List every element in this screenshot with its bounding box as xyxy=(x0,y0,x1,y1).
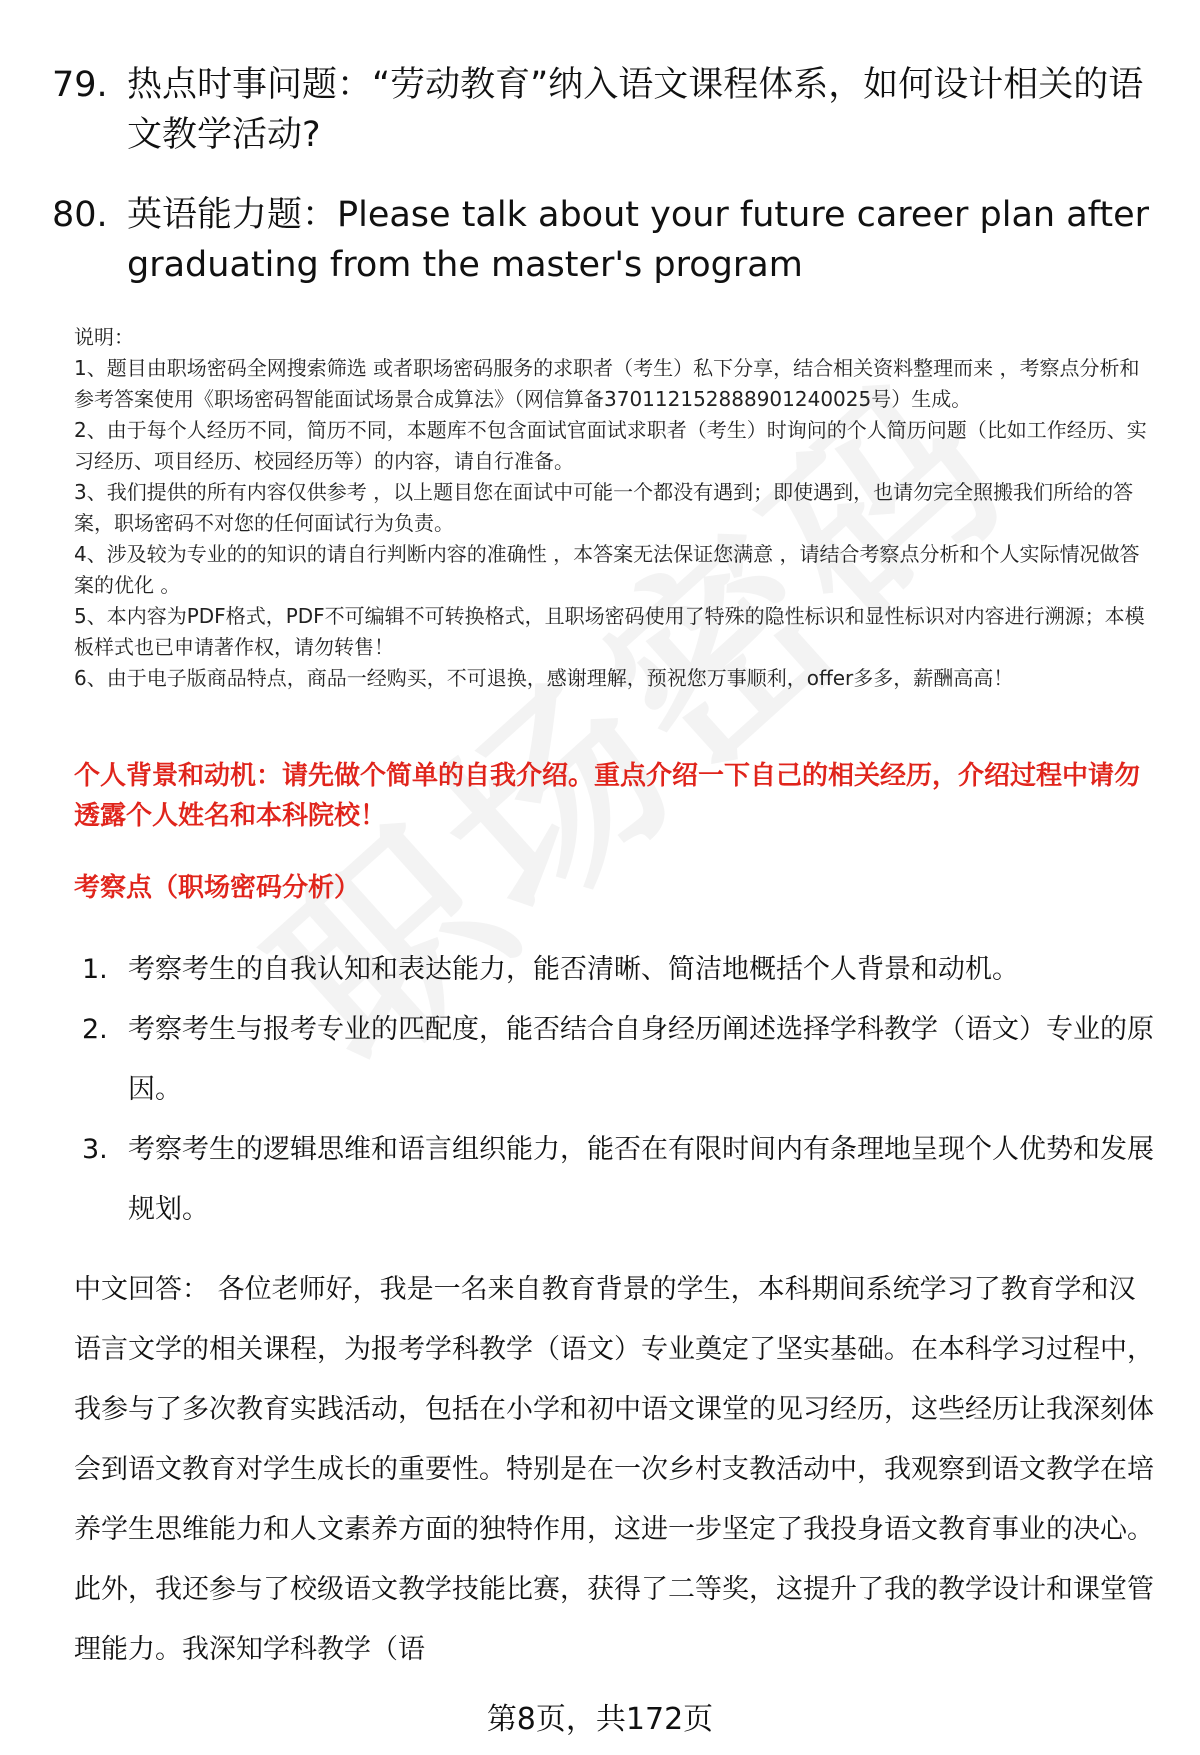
point-text: 考察考生与报考专业的匹配度，能否结合自身经历阐述选择学科教学（语文）专业的原因。 xyxy=(128,1014,1154,1105)
list-item xyxy=(82,940,1162,1000)
point-text: 考察考生的逻辑思维和语言组织能力，能否在有限时间内有条理地呈现个人优势和发展规划。 xyxy=(128,1134,1154,1225)
question-79 xyxy=(52,60,1152,160)
motivation-question: 个人背景和动机：请先做个简单的自我介绍。重点介绍一下自己的相关经历，介绍过程中请勿透露个人姓名和本科院校！ xyxy=(74,761,1141,831)
chinese-answer: 中文回答： 各位老师好，我是一名来自教育背景的学生，本科期间系统学习了教育学和汉语言文学的相关课程，为报考学科教学（语文）专业奠定了坚实基础。在本科学习过程中，我参与了多次教育实践活动，包括在小学和初中语文课堂的见习经历，这些经历让我深刻体会到语文教育对学生成长的重要性。特别是在一次乡村支教活动中，我观察到语文教学在培养学生思维能力和人文素养方面的独特作用，这进一步坚定了我投身语文教育事业的决心。此外，我还参与了校级语文教学技能比赛，获得了二等奖，这提升了我的教学设计和课堂管理能力。我深知学科教学（语 xyxy=(74,1274,1154,1665)
page-footer: 第8页，共172页 xyxy=(486,1702,714,1737)
point-number: 2. xyxy=(82,1014,108,1045)
question-80 xyxy=(52,190,1152,290)
note-item: 6、由于电子版商品特点，商品一经购买，不可退换，感谢理解，预祝您万事顺利，offer多多，薪酬高高！ xyxy=(74,666,1014,690)
question-text: 热点时事问题：“劳动教育”纳入语文课程体系，如何设计相关的语文教学活动? xyxy=(127,65,1144,155)
question-text: 英语能力题：Please talk about your future career plan after graduating from the master's program xyxy=(127,195,1150,285)
note-item: 3、我们提供的所有内容仅供参考 ，以上题目您在面试中可能一个都没有遇到；即使遇到，也请勿完全照搬我们所给的答案，职场密码不对您的任何面试行为负责。 xyxy=(74,480,1134,535)
analysis-points xyxy=(82,940,1162,1240)
note-item: 1、题目由职场密码全网搜索筛选 或者职场密码服务的求职者（考生）私下分享，结合相关资料整理而来 ，考察点分析和参考答案使用《职场密码智能面试场景合成算法》（网信算备370112152888901240025号）生成。 xyxy=(74,356,1140,411)
point-number: 3. xyxy=(82,1134,108,1165)
list-item xyxy=(82,1120,1162,1240)
point-text: 考察考生的自我认知和表达能力，能否清晰、简洁地概括个人背景和动机。 xyxy=(128,954,1019,985)
note-item: 2、由于每个人经历不同，简历不同，本题库不包含面试官面试求职者（考生）时询问的个人简历问题（比如工作经历、实习经历、项目经历、校园经历等）的内容，请自行准备。 xyxy=(74,418,1147,473)
question-number: 80. xyxy=(52,195,108,235)
point-number: 1. xyxy=(82,954,108,985)
list-item xyxy=(82,1000,1162,1120)
analysis-title: 考察点（职场密码分析） xyxy=(74,873,361,903)
notes-title: 说明： xyxy=(74,325,134,349)
notes-section xyxy=(74,322,1154,694)
note-item: 5、本内容为PDF格式，PDF不可编辑不可转换格式，且职场密码使用了特殊的隐性标识和显性标识对内容进行溯源；本模板样式也已申请著作权，请勿转售！ xyxy=(74,604,1145,659)
question-number: 79. xyxy=(52,65,108,105)
note-item: 4、涉及较为专业的的知识的请自行判断内容的准确性 ，本答案无法保证您满意 ，请结合考察点分析和个人实际情况做答案的优化 。 xyxy=(74,542,1140,597)
